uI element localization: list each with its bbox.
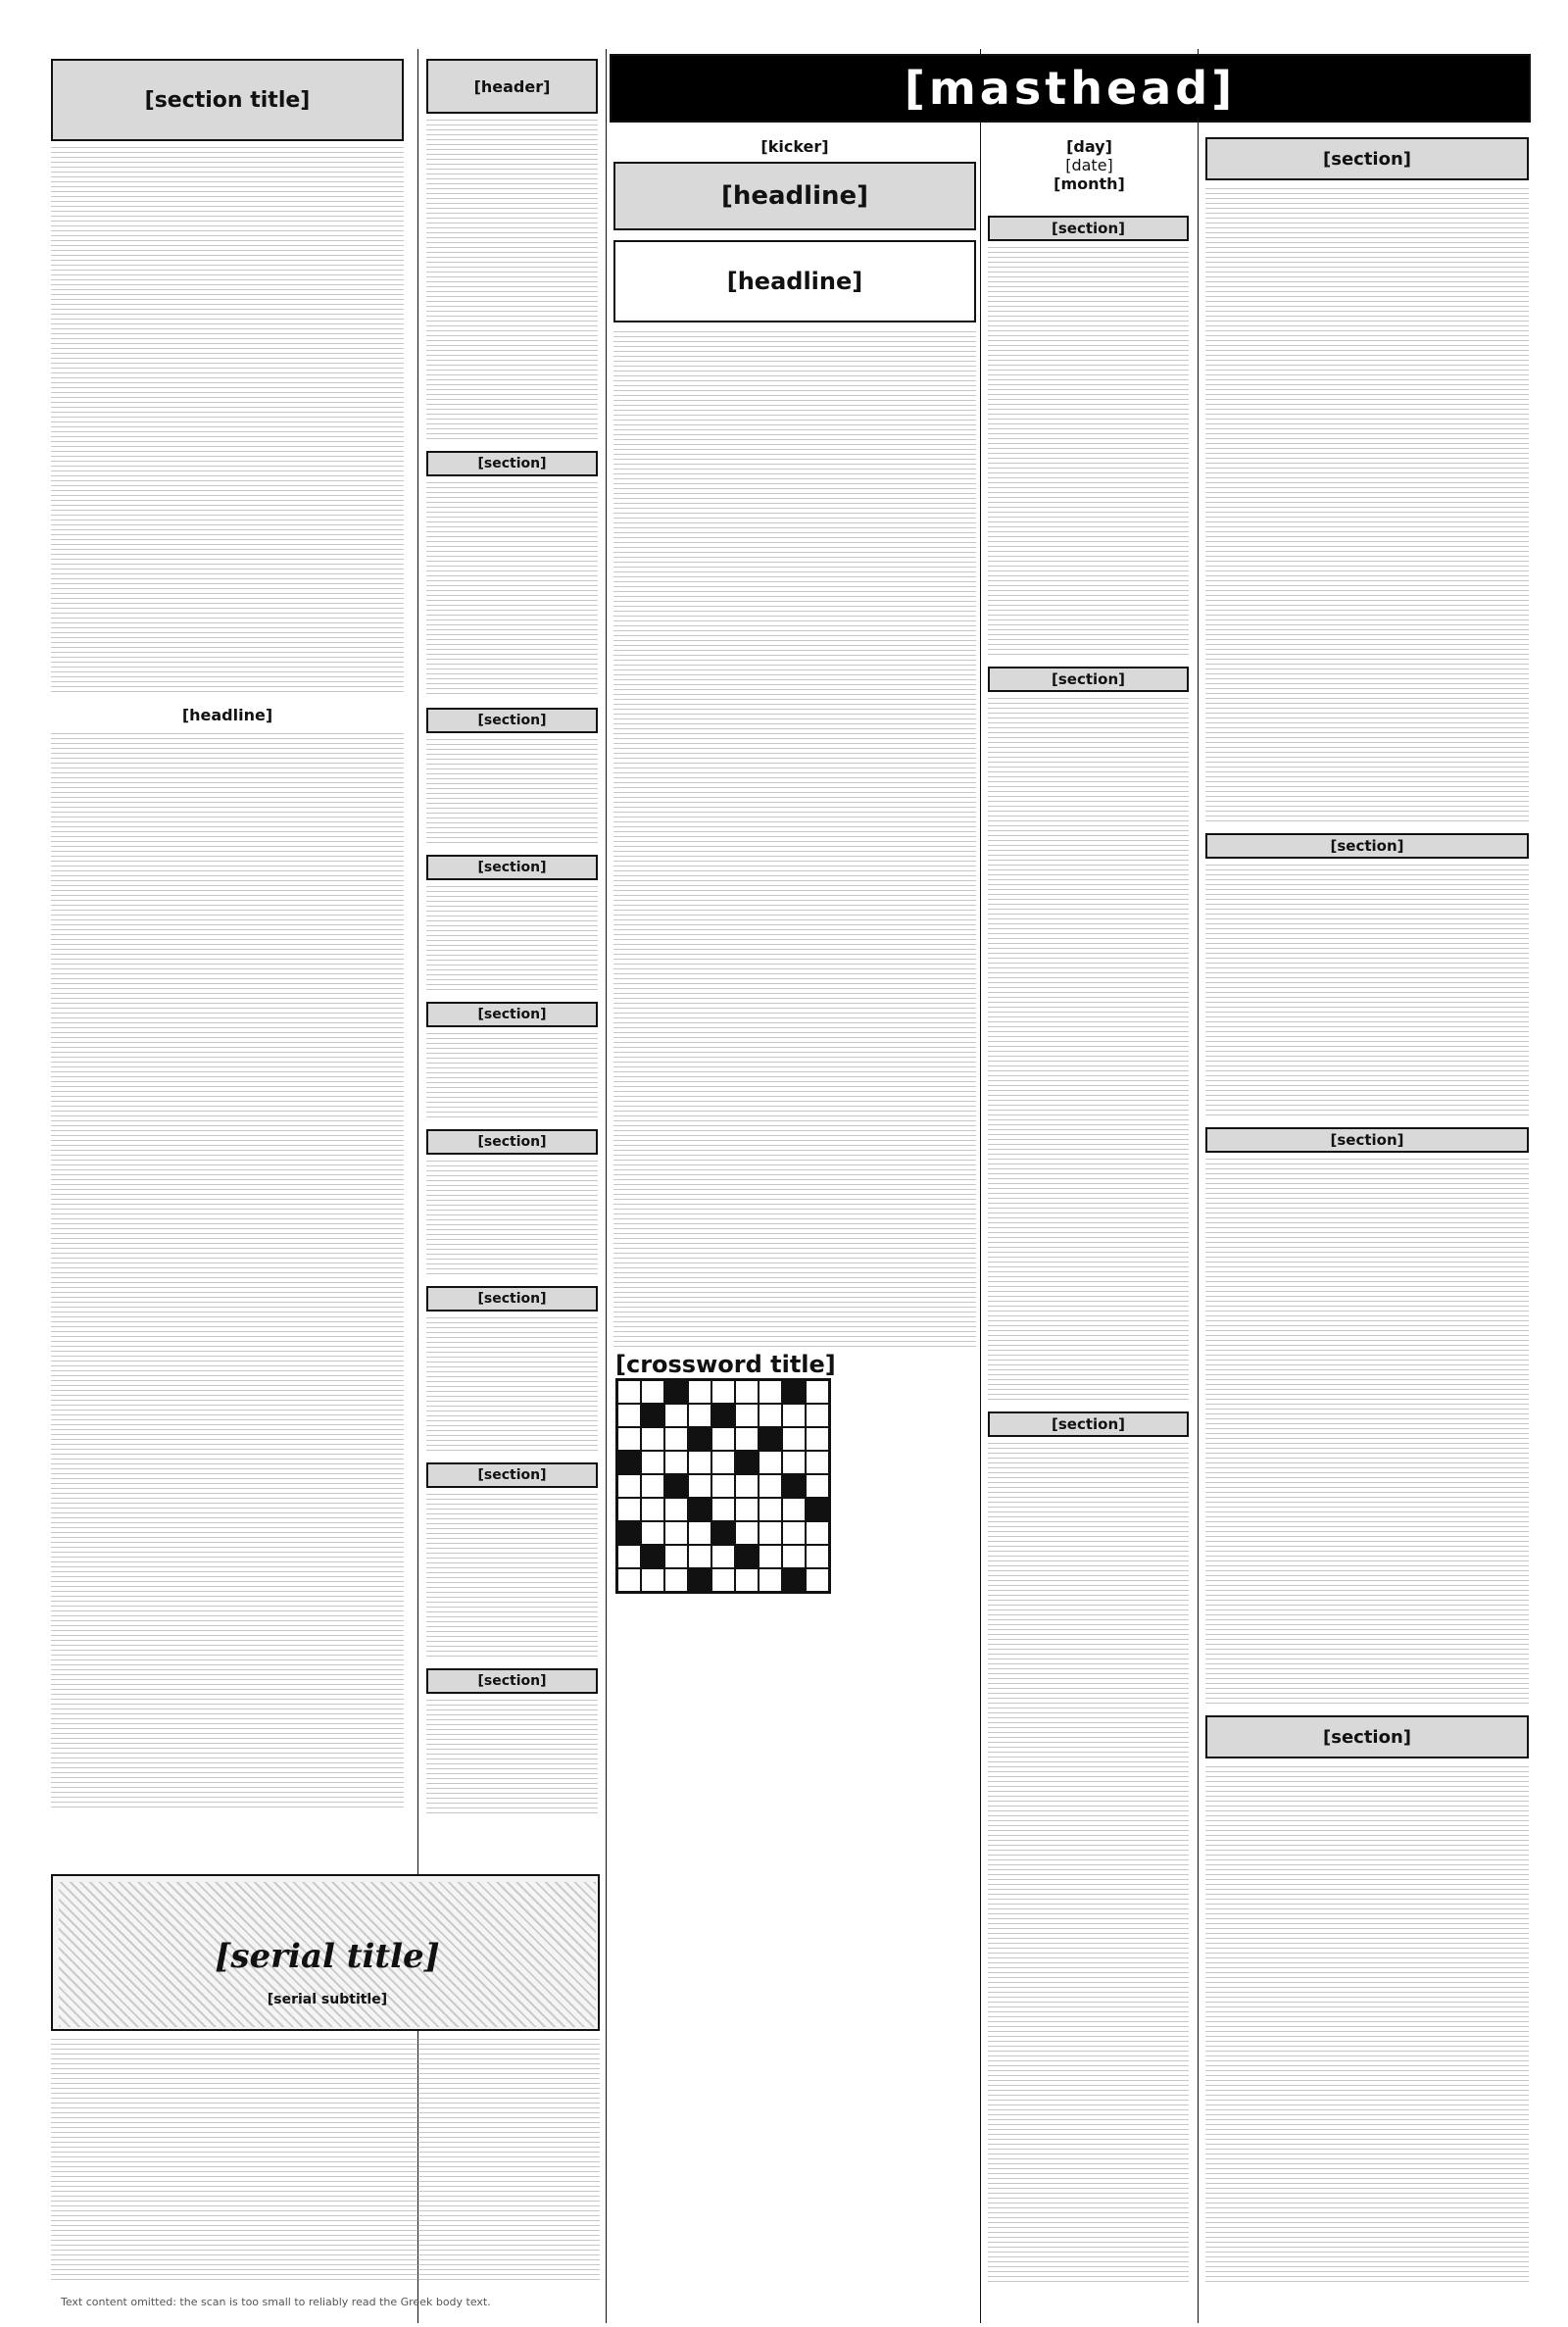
crossword-cell <box>688 1380 711 1404</box>
crossword-cell <box>806 1498 829 1521</box>
crossword-cell <box>782 1474 806 1498</box>
crossword-cell <box>759 1474 782 1498</box>
crossword-cell <box>617 1404 641 1427</box>
col2-header-title: [header] <box>426 59 598 114</box>
col2-section-6: [section] <box>426 1286 598 1312</box>
crossword-cell <box>759 1380 782 1404</box>
crossword-cell <box>664 1451 688 1474</box>
crossword-cell <box>688 1474 711 1498</box>
date-box <box>984 137 1195 204</box>
crossword-cell <box>806 1427 829 1451</box>
crossword-cell <box>806 1451 829 1474</box>
crossword-cell <box>641 1451 664 1474</box>
crossword-cell <box>641 1380 664 1404</box>
crossword-cell <box>617 1521 641 1545</box>
crossword-cell <box>664 1545 688 1568</box>
crossword-cell <box>735 1568 759 1592</box>
col2-section-5-body <box>426 1161 598 1278</box>
col2-section-8-body <box>426 1700 598 1817</box>
crossword-cell <box>688 1521 711 1545</box>
col3-headline-1: [headline] <box>613 162 976 230</box>
crossword-cell <box>806 1404 829 1427</box>
col1-article-1-headline: [headline] <box>181 706 273 724</box>
date-day: [day] <box>1066 137 1112 156</box>
date-month: [month] <box>1054 174 1125 193</box>
crossword-cell <box>711 1451 735 1474</box>
crossword-cell <box>711 1545 735 1568</box>
crossword-cell <box>735 1521 759 1545</box>
serial-banner-subtitle: [serial subtitle] <box>267 1992 388 2007</box>
crossword-cell <box>688 1427 711 1451</box>
crossword-cell <box>806 1474 829 1498</box>
crossword-cell <box>664 1404 688 1427</box>
col2-section-4: [section] <box>426 1002 598 1027</box>
col3-kicker: [kicker] <box>760 137 829 156</box>
crossword-cell <box>735 1474 759 1498</box>
crossword-cell <box>688 1404 711 1427</box>
crossword-cell <box>735 1545 759 1568</box>
crossword-cell <box>617 1498 641 1521</box>
crossword-cell <box>806 1568 829 1592</box>
crossword-cell <box>782 1498 806 1521</box>
crossword-cell <box>641 1568 664 1592</box>
col5-section-4: [section] <box>1205 1715 1529 1758</box>
col2-section-2: [section] <box>426 708 598 733</box>
crossword-cell <box>782 1404 806 1427</box>
col5-section-2: [section] <box>1205 833 1529 859</box>
col5-section-3-body <box>1205 1159 1529 1708</box>
crossword-cell <box>711 1404 735 1427</box>
col1-article-1-body <box>51 147 404 696</box>
crossword-cell <box>641 1427 664 1451</box>
col3-body <box>613 331 976 1351</box>
crossword-cell <box>617 1451 641 1474</box>
crossword-cell <box>688 1451 711 1474</box>
crossword-cell <box>759 1451 782 1474</box>
crossword-cell <box>664 1474 688 1498</box>
crossword-cell <box>782 1568 806 1592</box>
accessibility-note: Text content omitted: the scan is too small to reliably read the Greek body text. <box>61 2296 491 2308</box>
crossword-cell <box>641 1404 664 1427</box>
col2-section-3: [section] <box>426 855 598 880</box>
crossword-cell <box>711 1474 735 1498</box>
col5-section-3: [section] <box>1205 1127 1529 1153</box>
crossword-cell <box>664 1568 688 1592</box>
col4-section-3: [section] <box>988 1411 1189 1437</box>
col1-article-2-body <box>51 733 404 1811</box>
crossword-cell <box>711 1568 735 1592</box>
crossword-cell <box>617 1380 641 1404</box>
crossword-cell <box>711 1427 735 1451</box>
crossword-cell <box>782 1521 806 1545</box>
crossword-cell <box>782 1380 806 1404</box>
col2-section-8: [section] <box>426 1668 598 1694</box>
crossword-cell <box>711 1521 735 1545</box>
crossword-cell <box>806 1545 829 1568</box>
crossword-grid <box>615 1378 831 1594</box>
crossword-cell <box>735 1451 759 1474</box>
column-rule <box>980 49 981 2323</box>
col2-section-7-body <box>426 1494 598 1660</box>
col2-section-7: [section] <box>426 1462 598 1488</box>
crossword-cell <box>688 1498 711 1521</box>
col2-section-1: [section] <box>426 451 598 476</box>
col2-masthead-info <box>426 120 598 443</box>
col2-section-5: [section] <box>426 1129 598 1155</box>
crossword-cell <box>641 1545 664 1568</box>
crossword-cell <box>711 1498 735 1521</box>
date-number: [date] <box>1065 156 1113 174</box>
col5-section-1: [section] <box>1205 137 1529 180</box>
serial-body <box>51 2039 600 2284</box>
crossword-cell <box>759 1404 782 1427</box>
crossword-cell <box>806 1380 829 1404</box>
col2-section-6-body <box>426 1317 598 1455</box>
crossword <box>615 1351 836 1613</box>
crossword-cell <box>759 1545 782 1568</box>
crossword-cell <box>688 1568 711 1592</box>
crossword-cell <box>664 1498 688 1521</box>
col5-section-4-body <box>1205 1766 1529 2286</box>
crossword-cell <box>735 1498 759 1521</box>
col1-top-title: [section title] <box>51 59 404 141</box>
col3-headline-2: [headline] <box>613 240 976 322</box>
crossword-cell <box>664 1427 688 1451</box>
crossword-cell <box>735 1404 759 1427</box>
crossword-cell <box>617 1474 641 1498</box>
crossword-cell <box>806 1521 829 1545</box>
crossword-cell <box>617 1545 641 1568</box>
crossword-cell <box>641 1498 664 1521</box>
crossword-cell <box>711 1380 735 1404</box>
serial-banner <box>51 1874 600 2031</box>
col4-section-3-body <box>988 1443 1189 2286</box>
crossword-cell <box>641 1521 664 1545</box>
crossword-cell <box>759 1521 782 1545</box>
col4-section-2: [section] <box>988 667 1189 692</box>
crossword-cell <box>735 1380 759 1404</box>
serial-banner-title: [serial title] <box>215 1937 440 1976</box>
crossword-cell <box>782 1545 806 1568</box>
col2-section-4-body <box>426 1033 598 1121</box>
crossword-cell <box>688 1545 711 1568</box>
masthead-title: [masthead] <box>904 62 1237 115</box>
crossword-cell <box>664 1380 688 1404</box>
crossword-cell <box>617 1568 641 1592</box>
col4-section-1-body <box>988 247 1189 659</box>
col4-section-2-body <box>988 698 1189 1404</box>
column-rule <box>606 49 607 2323</box>
crossword-title: [crossword title] <box>615 1351 836 1378</box>
crossword-cell <box>641 1474 664 1498</box>
crossword-cell <box>664 1521 688 1545</box>
crossword-cell <box>782 1427 806 1451</box>
crossword-cell <box>735 1427 759 1451</box>
column-rule <box>1198 49 1199 2323</box>
col4-section-1: [section] <box>988 216 1189 241</box>
col5-section-1-body <box>1205 188 1529 825</box>
crossword-cell <box>782 1451 806 1474</box>
col2-section-3-body <box>426 886 598 994</box>
crossword-cell <box>617 1427 641 1451</box>
crossword-cell <box>759 1427 782 1451</box>
masthead <box>610 54 1531 123</box>
col5-section-2-body <box>1205 865 1529 1119</box>
col2-section-2-body <box>426 739 598 847</box>
col2-section-1-body <box>426 482 598 698</box>
crossword-cell <box>759 1498 782 1521</box>
crossword-cell <box>759 1568 782 1592</box>
